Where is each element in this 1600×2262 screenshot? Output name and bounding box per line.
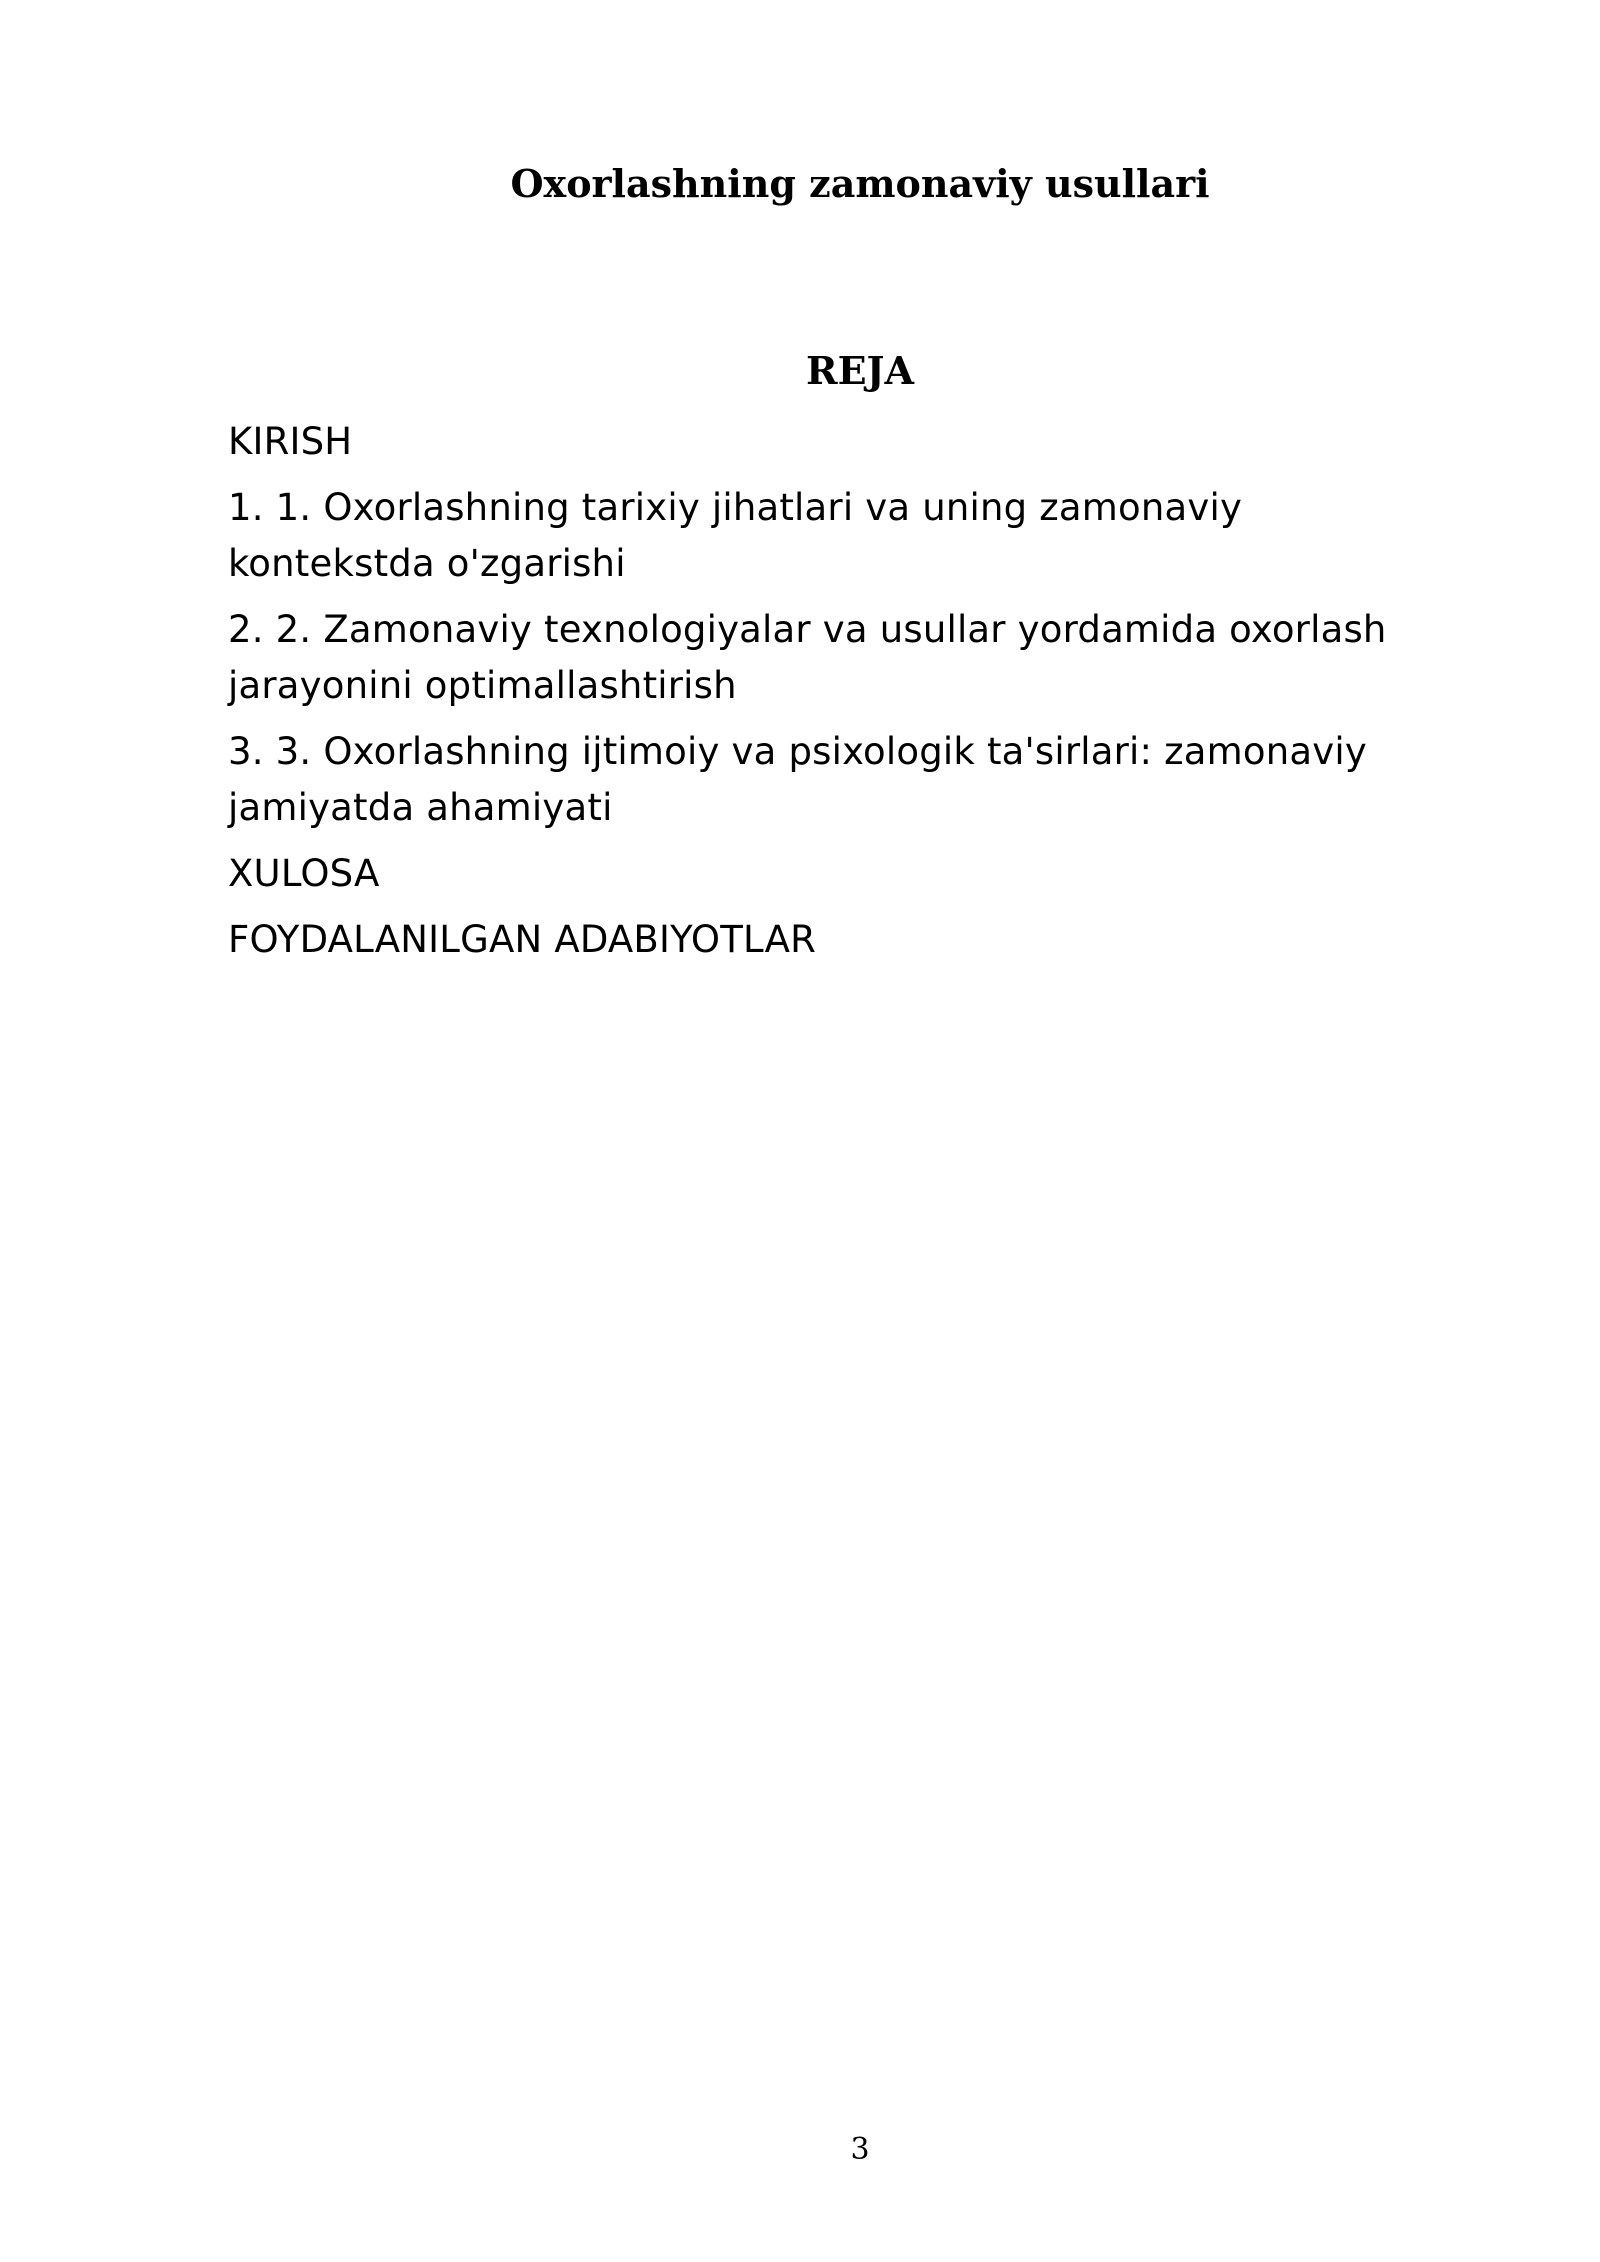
plan-item-chapter-2: 2. 2. Zamonaviy texnologiyalar va usullar yordamida oxorlash jarayonini optimallashtirish (228, 608, 1387, 707)
plan-item-chapter-3: 3. 3. Oxorlashning ijtimoiy va psixologik ta'sirlari: zamonaviy jamiyatda ahamiyati (228, 730, 1367, 829)
plan-item-chapter-1: 1. 1. Oxorlashning tarixiy jihatlari va uning zamonaviy kontekstda o'zgarishi (228, 486, 1243, 585)
document-title: Oxorlashning zamonaviy usullari (510, 161, 1210, 206)
page-number: 3 (850, 2132, 870, 2167)
plan-item-conclusion: XULOSA (228, 852, 380, 895)
plan-heading: REJA (805, 348, 914, 393)
plan-item-references: FOYDALANILGAN ADABIYOTLAR (228, 918, 817, 961)
plan-list (228, 414, 1418, 978)
plan-item-introduction: KIRISH (228, 420, 353, 463)
